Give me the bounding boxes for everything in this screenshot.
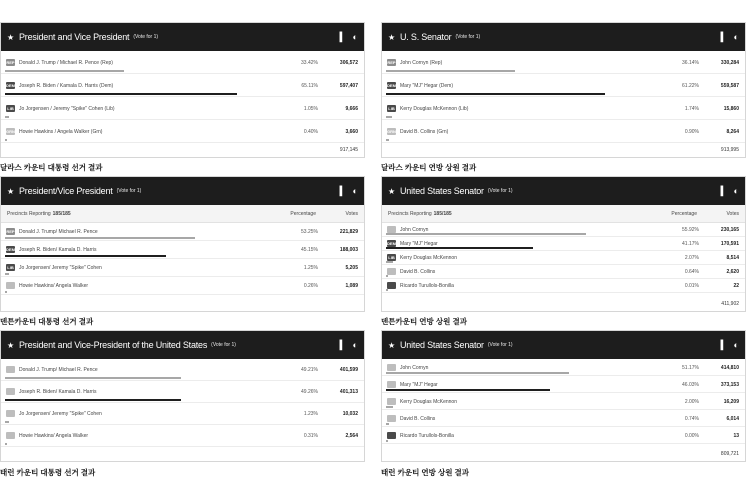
bookmark-icon[interactable]: ▍ — [720, 186, 728, 196]
candidate-row — [1, 97, 364, 120]
vote-share-bar — [386, 93, 605, 95]
candidate-votes: 170,591 — [720, 241, 739, 247]
candidate-votes: 401,313 — [339, 389, 358, 395]
vote-share-bar — [5, 93, 237, 95]
vote-share-bar — [5, 273, 9, 275]
candidate-votes: 6,014 — [726, 416, 739, 422]
candidate-name: Donald J. Trump/ Michael R. Pence — [19, 229, 98, 235]
party-badge: DEM — [387, 241, 396, 246]
candidate-name: Donald J. Trump/ Michael R. Pence — [19, 367, 98, 373]
total-votes: 913,995 — [720, 147, 739, 153]
info-icon[interactable]: ◐ — [352, 32, 358, 42]
party-badge: LIB — [388, 255, 395, 260]
party-badge: LIB — [388, 106, 395, 111]
vote-share-bar — [5, 237, 195, 239]
bookmark-icon[interactable]: ▍ — [339, 340, 347, 350]
panel-header — [382, 177, 745, 205]
info-icon[interactable]: ◐ — [352, 186, 358, 196]
tarrant-president-panel — [0, 330, 365, 462]
percentage-header: Percentage — [671, 210, 697, 217]
candidate-votes: 9,666 — [345, 106, 358, 112]
tarrant-senate-panel — [381, 330, 746, 462]
candidate-row — [1, 425, 364, 447]
candidate-votes: 230,165 — [720, 227, 739, 233]
info-icon[interactable]: ◐ — [733, 32, 739, 42]
candidate-percentage: 0.26% — [303, 283, 318, 289]
candidate-percentage: 0.31% — [303, 433, 318, 439]
precincts-value: 185/185 — [433, 210, 452, 217]
party-badge: REP — [387, 60, 396, 65]
candidate-votes: 2,620 — [726, 269, 739, 275]
votes-header: Votes — [345, 210, 358, 217]
candidate-votes: 559,587 — [720, 83, 739, 89]
candidate-name: David B. Collins — [400, 416, 436, 422]
panel-controls — [721, 186, 739, 196]
party-badge — [387, 398, 396, 405]
tarrant-senate-caption: 태런 카운티 연방 상원 결과 — [381, 468, 470, 477]
panel-controls — [721, 32, 739, 42]
candidate-votes: 597,407 — [339, 83, 358, 89]
candidate-percentage: 49.21% — [301, 367, 318, 373]
candidate-percentage: 1.23% — [303, 411, 318, 417]
candidate-percentage: 61.22% — [682, 83, 699, 89]
vote-share-bar — [386, 440, 388, 442]
panel-title: President and Vice-President of the United States — [19, 340, 208, 350]
vote-for-label: (Vote for 1) — [116, 188, 142, 194]
vote-for-label: (Vote for 1) — [133, 34, 159, 40]
candidate-percentage: 41.17% — [682, 241, 699, 247]
candidate-name: Jo Jorgensen/ Jeremy "Spike" Cohen — [19, 265, 102, 271]
candidate-name: Kerry Douglas McKennon — [400, 399, 457, 405]
candidate-percentage: 1.74% — [684, 106, 699, 112]
bookmark-icon[interactable]: ▍ — [339, 32, 347, 42]
candidate-row — [382, 376, 745, 393]
dallas-president-panel — [0, 22, 365, 158]
denton-senate-panel — [381, 176, 746, 312]
candidate-row — [382, 51, 745, 74]
candidate-row — [1, 51, 364, 74]
party-badge: LIB — [7, 265, 14, 270]
info-icon[interactable]: ◐ — [733, 186, 739, 196]
party-badge — [387, 415, 396, 422]
panel-header — [382, 331, 745, 359]
candidate-votes: 15,860 — [723, 106, 739, 112]
panel-title: President and Vice President — [19, 32, 130, 42]
star-icon[interactable]: ★ — [7, 32, 15, 42]
candidate-name: Joseph R. Biden/ Kamala D. Harris — [19, 247, 97, 253]
vote-share-bar — [386, 116, 392, 118]
star-icon[interactable]: ★ — [388, 32, 396, 42]
candidate-votes: 373,153 — [720, 382, 739, 388]
party-badge — [6, 282, 15, 289]
party-badge — [6, 366, 15, 373]
vote-share-bar — [5, 255, 166, 257]
total-votes: 917,145 — [339, 147, 358, 153]
party-badge — [387, 381, 396, 388]
panel-controls — [340, 340, 358, 350]
candidate-percentage: 53.25% — [301, 229, 318, 235]
vote-share-bar — [5, 70, 124, 72]
party-badge — [387, 432, 396, 439]
party-badge — [6, 410, 15, 417]
candidate-votes: 401,599 — [339, 367, 358, 373]
candidate-votes: 3,660 — [345, 129, 358, 135]
candidate-votes: 306,572 — [339, 60, 358, 66]
denton-president-caption: 덴튼카운티 대통령 선거 결과 — [0, 317, 94, 326]
panel-controls — [340, 186, 358, 196]
party-badge — [387, 364, 396, 371]
panel-header — [382, 23, 745, 51]
party-badge: REP — [6, 60, 15, 65]
bookmark-icon[interactable]: ▍ — [720, 32, 728, 42]
vote-share-bar — [5, 377, 181, 379]
star-icon[interactable]: ★ — [7, 340, 15, 350]
candidate-name: David B. Collins — [400, 269, 436, 275]
candidate-percentage: 36.14% — [682, 60, 699, 66]
candidate-percentage: 46.03% — [682, 382, 699, 388]
vote-for-label: (Vote for 1) — [455, 34, 481, 40]
candidate-votes: 2,564 — [345, 433, 358, 439]
candidate-name: Donald J. Trump / Michael R. Pence (Rep) — [19, 60, 113, 66]
vote-for-label: (Vote for 1) — [487, 188, 513, 194]
candidate-percentage: 1.25% — [303, 265, 318, 271]
candidate-row — [382, 427, 745, 444]
party-badge: REP — [6, 229, 15, 234]
star-icon[interactable]: ★ — [388, 340, 396, 350]
candidate-percentage: 1.05% — [303, 106, 318, 112]
denton-president-panel — [0, 176, 365, 312]
party-badge: GRN — [387, 129, 396, 134]
party-badge: GRN — [6, 129, 15, 134]
candidate-votes: 414,810 — [720, 365, 739, 371]
candidate-percentage: 51.17% — [682, 365, 699, 371]
precincts-label: Precincts Reporting — [388, 210, 432, 217]
total-votes: 809,721 — [720, 451, 739, 457]
info-icon[interactable]: ◐ — [733, 340, 739, 350]
panel-header — [1, 177, 364, 205]
vote-share-bar — [386, 423, 389, 425]
tarrant-president-caption: 태런 카운티 대통령 선거 결과 — [0, 468, 96, 477]
candidate-percentage: 2.07% — [684, 255, 699, 261]
candidate-votes: 188,003 — [339, 247, 358, 253]
candidate-name: John Cornyn (Rep) — [400, 60, 443, 66]
candidate-votes: 5,205 — [345, 265, 358, 271]
candidate-name: Ricardo Turullols-Bonilla — [400, 283, 454, 289]
star-icon[interactable]: ★ — [388, 186, 396, 196]
candidate-percentage: 55.92% — [682, 227, 699, 233]
candidate-name: Kerry Douglas McKennon — [400, 255, 457, 261]
candidate-votes: 8,264 — [726, 129, 739, 135]
candidate-percentage: 0.00% — [684, 433, 699, 439]
info-icon[interactable]: ◐ — [352, 340, 358, 350]
percentage-header: Percentage — [290, 210, 316, 217]
candidate-name: John Cornyn — [400, 227, 429, 233]
party-badge — [387, 226, 396, 233]
candidate-name: Howie Hawkins/ Angela Walker — [19, 433, 89, 439]
candidate-percentage: 0.74% — [684, 416, 699, 422]
bookmark-icon[interactable]: ▍ — [339, 186, 347, 196]
candidate-row — [382, 251, 745, 265]
candidate-row — [1, 74, 364, 97]
precincts-value: 185/185 — [52, 210, 71, 217]
total-votes: 411,902 — [721, 301, 739, 307]
vote-for-label: (Vote for 1) — [487, 342, 513, 348]
party-badge: DEM — [6, 247, 15, 252]
candidate-row — [382, 265, 745, 279]
candidate-votes: 221,829 — [339, 229, 358, 235]
candidate-row — [382, 223, 745, 237]
candidate-row — [382, 410, 745, 427]
candidate-name: Howie Hawkins / Angela Walker (Grn) — [19, 129, 103, 135]
panel-controls — [721, 340, 739, 350]
party-badge: DEM — [387, 83, 396, 88]
candidate-percentage: 33.42% — [301, 60, 318, 66]
candidate-name: Joseph R. Biden / Kamala D. Harris (Dem) — [19, 83, 114, 89]
vote-share-bar — [5, 443, 7, 445]
candidate-name: Mary "MJ" Hegar — [400, 382, 438, 388]
vote-share-bar — [386, 406, 393, 408]
candidate-percentage: 2.00% — [684, 399, 699, 405]
candidate-name: Howie Hawkins/ Angela Walker — [19, 283, 89, 289]
candidate-row — [1, 381, 364, 403]
party-badge — [6, 388, 15, 395]
vote-share-bar — [5, 399, 181, 401]
star-icon[interactable]: ★ — [7, 186, 15, 196]
candidate-votes: 13 — [733, 433, 739, 439]
bookmark-icon[interactable]: ▍ — [720, 340, 728, 350]
candidate-name: Jo Jorgensen/ Jeremy "Spike" Cohen — [19, 411, 102, 417]
candidate-name: John Cornyn — [400, 365, 429, 371]
dallas-president-caption: 달라스 카운티 대통령 선거 결과 — [0, 163, 103, 172]
dallas-senate-caption: 달라스 카운티 연방 상원 결과 — [381, 163, 477, 172]
candidate-name: Ricardo Turullols-Bonilla — [400, 433, 454, 439]
vote-share-bar — [386, 233, 586, 235]
denton-senate-caption: 덴튼카운티 연방 상원 결과 — [381, 317, 467, 326]
candidate-votes: 10,032 — [342, 411, 358, 417]
party-badge — [387, 268, 396, 275]
candidate-percentage: 49.26% — [301, 389, 318, 395]
precincts-header — [1, 205, 364, 223]
candidate-row — [1, 223, 364, 241]
panel-controls — [340, 32, 358, 42]
candidate-votes: 1,089 — [345, 283, 358, 289]
panel-title: President/Vice President — [19, 186, 113, 196]
candidate-row — [382, 97, 745, 120]
candidate-percentage: 45.15% — [301, 247, 318, 253]
dallas-senate-panel — [381, 22, 746, 158]
vote-for-label: (Vote for 1) — [211, 342, 236, 348]
candidate-name: Mary "MJ" Hegar (Dem) — [400, 83, 453, 89]
vote-share-bar — [386, 289, 388, 291]
candidate-row — [1, 277, 364, 295]
candidate-votes: 330,284 — [720, 60, 739, 66]
panel-header — [1, 23, 364, 51]
vote-share-bar — [386, 247, 533, 249]
vote-share-bar — [5, 116, 9, 118]
candidate-votes: 8,514 — [726, 255, 739, 261]
vote-share-bar — [5, 139, 7, 141]
candidate-votes: 22 — [733, 283, 739, 289]
candidate-percentage: 65.11% — [301, 83, 318, 89]
candidate-row — [1, 241, 364, 259]
panel-header — [1, 331, 364, 359]
candidate-row — [1, 403, 364, 425]
party-badge: DEM — [6, 83, 15, 88]
candidate-percentage: 0.64% — [684, 269, 699, 275]
candidate-name: Joseph R. Biden/ Kamala D. Harris — [19, 389, 97, 395]
panel-title: United States Senator — [400, 186, 484, 196]
candidate-name: Kerry Douglas McKennon (Lib) — [400, 106, 469, 112]
precincts-label: Precincts Reporting — [7, 210, 51, 217]
vote-share-bar — [386, 275, 388, 277]
panel-title: United States Senator — [400, 340, 484, 350]
candidate-name: David B. Collins (Grn) — [400, 129, 449, 135]
candidate-row — [382, 237, 745, 251]
candidate-row — [1, 359, 364, 381]
vote-share-bar — [5, 291, 7, 293]
candidate-name: Jo Jorgensen / Jeremy "Spike" Cohen (Lib) — [19, 106, 115, 112]
vote-share-bar — [386, 261, 393, 263]
candidate-row — [382, 74, 745, 97]
vote-share-bar — [386, 389, 550, 391]
candidate-percentage: 0.40% — [303, 129, 318, 135]
candidate-row — [1, 120, 364, 143]
candidate-percentage: 0.01% — [684, 283, 699, 289]
candidate-row — [382, 120, 745, 143]
vote-share-bar — [5, 421, 9, 423]
candidate-votes: 16,209 — [723, 399, 739, 405]
candidate-row — [1, 259, 364, 277]
candidate-row — [382, 359, 745, 376]
vote-share-bar — [386, 372, 569, 374]
votes-header: Votes — [726, 210, 739, 217]
panel-title: U. S. Senator — [400, 32, 452, 42]
candidate-percentage: 0.90% — [684, 129, 699, 135]
party-badge: LIB — [7, 106, 14, 111]
vote-share-bar — [386, 139, 389, 141]
precincts-header — [382, 205, 745, 223]
candidate-name: Mary "MJ" Hegar — [400, 241, 438, 247]
vote-share-bar — [386, 70, 515, 72]
candidate-row — [382, 393, 745, 410]
candidate-row — [382, 279, 745, 293]
party-badge — [6, 432, 15, 439]
party-badge — [387, 282, 396, 289]
